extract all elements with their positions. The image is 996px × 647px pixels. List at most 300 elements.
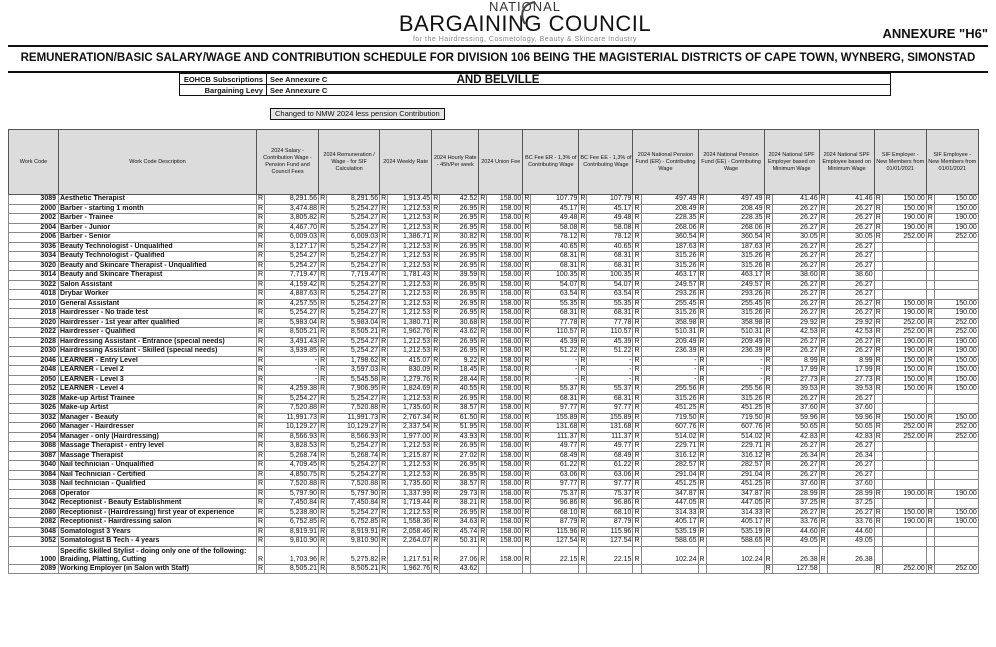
currency-symbol (874, 499, 882, 509)
amount-cell: 588.65 (706, 537, 764, 547)
amount-cell: 40.65 (531, 242, 579, 252)
work-code-cell: 2046 (9, 356, 59, 366)
currency-symbol: R (820, 413, 826, 421)
currency-symbol: R (765, 527, 771, 535)
amount-cell: 26.27 (827, 347, 874, 357)
currency-symbol: R (580, 489, 586, 497)
currency-symbol: R (765, 356, 771, 364)
currency-symbol: R (320, 499, 326, 506)
currency-symbol: R (381, 508, 387, 516)
work-code-cell: 2089 (9, 564, 59, 574)
currency-symbol: R (765, 470, 771, 478)
currency-symbol: R (433, 318, 439, 326)
currency-symbol: R (479, 546, 487, 564)
amount-cell (882, 290, 926, 300)
currency-symbol: R (381, 413, 387, 421)
amount-cell: 27.02 (440, 451, 479, 461)
currency-symbol: R (320, 271, 326, 278)
amount-cell: 158.00 (487, 328, 523, 338)
amount-cell: 5,254.27 (265, 261, 319, 271)
amount-cell: 497.49 (706, 195, 764, 205)
amount-cell: 252.00 (934, 318, 978, 328)
currency-symbol: R (927, 375, 933, 383)
amount-cell: 255.56 (706, 385, 764, 395)
currency-symbol: R (765, 508, 771, 516)
currency-symbol: R (820, 404, 826, 411)
work-code-cell: 3088 (9, 442, 59, 452)
amount-cell: 158.00 (487, 413, 523, 423)
currency-symbol: R (480, 442, 486, 449)
amount-cell: 358.98 (641, 318, 698, 328)
amount-cell: - (641, 356, 698, 366)
amount-cell: 30.05 (772, 233, 819, 243)
amount-cell: 111.37 (531, 432, 579, 442)
currency-symbol: R (699, 328, 705, 335)
currency-symbol: R (633, 546, 641, 564)
amount-cell: 1,212.53 (388, 204, 432, 214)
currency-symbol: R (765, 499, 771, 506)
currency-symbol: R (765, 195, 771, 202)
amount-cell: 1,212.53 (388, 394, 432, 404)
currency-symbol: R (524, 451, 530, 459)
currency-symbol: R (634, 413, 640, 421)
logo-sub-text: for the Hairdressing, Cosmetology, Beauty & Skincare Industry (412, 36, 638, 43)
amount-cell: 158.00 (487, 442, 523, 452)
work-code-cell: 3089 (9, 195, 59, 205)
currency-symbol: R (258, 366, 264, 373)
amount-cell: 158.00 (487, 423, 523, 433)
currency-symbol: R (258, 461, 264, 468)
description-cell: Somatologist 3 Years (59, 527, 257, 537)
table-row (9, 394, 979, 404)
amount-cell: 55.35 (587, 299, 633, 309)
amount-cell: 30.68 (440, 318, 479, 328)
amount-cell: 4,259.38 (265, 385, 319, 395)
work-code-cell: 2050 (9, 375, 59, 385)
amount-cell: 360.54 (641, 233, 698, 243)
currency-symbol: R (381, 404, 387, 411)
amount-cell: 158.00 (487, 233, 523, 243)
currency-symbol (926, 280, 934, 290)
currency-symbol: R (258, 537, 264, 544)
currency-symbol: R (524, 280, 530, 288)
amount-cell (882, 451, 926, 461)
amount-cell: 291.04 (641, 470, 698, 480)
amount-cell: 22.15 (531, 546, 579, 564)
amount-cell: 158.00 (487, 337, 523, 347)
amount-cell: 5,254.27 (327, 223, 380, 233)
amount-cell: 150.00 (882, 508, 926, 518)
currency-symbol: R (765, 242, 771, 250)
amount-cell: 405.17 (641, 518, 698, 528)
currency-symbol: R (580, 328, 586, 335)
amount-cell: 5,254.27 (327, 309, 380, 319)
currency-symbol (926, 290, 934, 300)
currency-symbol (926, 470, 934, 480)
currency-symbol: R (580, 537, 586, 544)
description-cell: LEARNER - Level 3 (59, 375, 257, 385)
work-code-cell: 2054 (9, 432, 59, 442)
currency-symbol: R (433, 337, 439, 345)
amount-cell: 314.33 (641, 508, 698, 518)
currency-symbol: R (381, 214, 387, 221)
amount-cell: 97.77 (531, 480, 579, 490)
amount-cell (934, 252, 978, 262)
currency-symbol: R (634, 271, 640, 278)
currency-symbol: R (927, 223, 933, 231)
currency-symbol: R (381, 309, 387, 316)
currency-symbol: R (258, 242, 264, 250)
currency-symbol: R (480, 223, 486, 231)
amount-cell (882, 404, 926, 414)
currency-symbol: R (634, 252, 640, 259)
description-cell: Manager - only (Hairdressing) (59, 432, 257, 442)
amount-cell (882, 537, 926, 547)
amount-cell: 1,212.53 (388, 337, 432, 347)
amount-cell: 68.31 (531, 252, 579, 262)
currency-symbol: R (258, 413, 264, 421)
amount-cell: 2,767.34 (388, 413, 432, 423)
work-code-cell: 2028 (9, 337, 59, 347)
currency-symbol: R (381, 356, 387, 364)
currency-symbol: R (480, 451, 486, 459)
amount-cell: 8,919.91 (327, 527, 380, 537)
amount-cell: 97.77 (587, 480, 633, 490)
currency-symbol: R (433, 527, 439, 535)
info-value: See Annexure C (267, 74, 891, 85)
currency-symbol: R (820, 499, 826, 506)
currency-symbol: R (634, 527, 640, 535)
amount-cell: 3,597.03 (327, 366, 380, 376)
amount-cell: 111.37 (587, 432, 633, 442)
currency-symbol: R (927, 489, 933, 497)
amount-cell: 4,159.42 (265, 280, 319, 290)
work-code-cell: 2002 (9, 214, 59, 224)
amount-cell: 26.27 (772, 204, 819, 214)
amount-cell (706, 564, 764, 574)
amount-cell: 26.27 (772, 223, 819, 233)
amount-cell (934, 280, 978, 290)
amount-cell: 150.00 (882, 195, 926, 205)
amount-cell: 54.07 (531, 280, 579, 290)
currency-symbol: R (820, 423, 826, 430)
column-header: 2024 Hourly Rate - 45h/Per week (432, 130, 479, 195)
currency-symbol (874, 404, 882, 414)
currency-symbol: R (433, 423, 439, 430)
amount-cell: 7,450.84 (327, 499, 380, 509)
amount-cell: - (531, 375, 579, 385)
amount-cell (882, 280, 926, 290)
description-cell: Nail Technician - Certified (59, 470, 257, 480)
amount-cell: 6,752.85 (265, 518, 319, 528)
amount-cell: 33.76 (772, 518, 819, 528)
amount-cell: 293.26 (706, 290, 764, 300)
work-code-cell: 2004 (9, 223, 59, 233)
description-cell: Drybar Worker (59, 290, 257, 300)
amount-cell (934, 394, 978, 404)
amount-cell: 415.07 (388, 356, 432, 366)
currency-symbol: R (320, 366, 326, 373)
currency-symbol: R (381, 290, 387, 297)
currency-symbol: R (258, 223, 264, 231)
currency-symbol: R (820, 242, 826, 250)
amount-cell: - (587, 366, 633, 376)
amount-cell: 451.25 (641, 480, 698, 490)
amount-cell: 40.65 (587, 242, 633, 252)
currency-symbol: R (580, 375, 586, 383)
amount-cell: 26.38 (772, 546, 819, 564)
table-row (9, 366, 979, 376)
description-cell: General Assistant (59, 299, 257, 309)
description-cell: Hairdresser - 1st year after qualified (59, 318, 257, 328)
currency-symbol: R (580, 290, 586, 297)
currency-symbol: R (765, 309, 771, 316)
amount-cell: 5,254.27 (327, 508, 380, 518)
amount-cell: 158.00 (487, 527, 523, 537)
amount-cell: 26.95 (440, 337, 479, 347)
amount-cell: 26.27 (772, 394, 819, 404)
currency-symbol (926, 546, 934, 564)
currency-symbol: R (699, 480, 705, 487)
currency-symbol: R (634, 461, 640, 468)
amount-cell: 26.27 (827, 337, 874, 347)
amount-cell: 26.27 (827, 261, 874, 271)
currency-symbol: R (927, 423, 933, 430)
amount-cell: 9,810.90 (265, 537, 319, 547)
amount-cell (934, 461, 978, 471)
currency-symbol: R (258, 375, 264, 383)
currency-symbol: R (699, 451, 705, 459)
amount-cell: 59.96 (827, 413, 874, 423)
currency-symbol: R (480, 356, 486, 364)
amount-cell: 97.77 (587, 404, 633, 414)
currency-symbol: R (699, 290, 705, 297)
amount-cell: 26.27 (827, 442, 874, 452)
table-row (9, 271, 979, 281)
amount-cell: 190.00 (882, 518, 926, 528)
currency-symbol: R (320, 318, 326, 326)
table-row (9, 413, 979, 423)
amount-cell: 26.27 (772, 442, 819, 452)
amount-cell: 150.00 (934, 204, 978, 214)
currency-symbol (819, 564, 827, 574)
amount-cell: 209.49 (641, 337, 698, 347)
amount-cell: - (587, 356, 633, 366)
currency-symbol (698, 564, 706, 574)
amount-cell: 127.54 (587, 537, 633, 547)
currency-symbol: R (433, 480, 439, 487)
work-code-cell: 1000 (9, 546, 59, 564)
amount-cell: 315.26 (641, 252, 698, 262)
amount-cell: 28.99 (827, 489, 874, 499)
currency-symbol: R (699, 309, 705, 316)
amount-cell: 150.00 (934, 385, 978, 395)
currency-symbol: R (820, 252, 826, 259)
amount-cell: 11,991.73 (265, 413, 319, 423)
amount-cell: 37.60 (772, 480, 819, 490)
amount-cell: 607.76 (706, 423, 764, 433)
amount-cell: 190.00 (882, 309, 926, 319)
table-row (9, 564, 979, 574)
amount-cell: 45.74 (440, 527, 479, 537)
amount-cell: 158.00 (487, 499, 523, 509)
amount-cell: 316.12 (641, 451, 698, 461)
currency-symbol: R (480, 461, 486, 468)
info-label: EOHCB Subscriptions (180, 74, 267, 85)
currency-symbol: R (875, 518, 881, 525)
amount-cell: 33.76 (827, 518, 874, 528)
amount-cell: 1,962.76 (388, 328, 432, 338)
currency-symbol: R (381, 480, 387, 487)
amount-cell: 87.79 (531, 518, 579, 528)
currency-symbol: R (524, 518, 530, 525)
currency-symbol: R (820, 299, 826, 307)
currency-symbol: R (381, 527, 387, 535)
amount-cell: 8,919.91 (265, 527, 319, 537)
amount-cell: 6,009.03 (265, 233, 319, 243)
currency-symbol: R (381, 470, 387, 478)
currency-symbol: R (765, 461, 771, 468)
amount-cell: 158.00 (487, 537, 523, 547)
amount-cell: 68.31 (587, 261, 633, 271)
amount-cell: 2,264.07 (388, 537, 432, 547)
amount-cell: 3,805.82 (265, 214, 319, 224)
currency-symbol: R (765, 223, 771, 231)
currency-symbol: R (875, 299, 881, 307)
currency-symbol: R (433, 271, 439, 278)
work-code-cell: 2018 (9, 309, 59, 319)
amount-cell: 150.00 (882, 366, 926, 376)
currency-symbol: R (765, 564, 771, 572)
currency-symbol: R (927, 347, 933, 354)
currency-symbol: R (699, 252, 705, 259)
currency-symbol: R (580, 299, 586, 307)
amount-cell: 43.62 (440, 328, 479, 338)
currency-symbol: R (480, 318, 486, 326)
currency-symbol: R (258, 423, 264, 430)
amount-cell: 187.63 (641, 242, 698, 252)
currency-symbol: R (480, 204, 486, 212)
column-header: 2024 National SPF Employer based on Minimum Wage (764, 130, 819, 195)
currency-symbol: R (320, 214, 326, 221)
currency-symbol (874, 461, 882, 471)
work-code-cell: 2000 (9, 204, 59, 214)
currency-symbol: R (699, 461, 705, 468)
currency-symbol: R (433, 252, 439, 259)
currency-symbol: R (480, 423, 486, 430)
currency-symbol: R (381, 328, 387, 335)
currency-symbol: R (634, 299, 640, 307)
amount-cell: 51.22 (587, 347, 633, 357)
amount-cell: 78.12 (531, 233, 579, 243)
amount-cell: 26.27 (827, 242, 874, 252)
currency-symbol (874, 252, 882, 262)
amount-cell: 190.00 (934, 518, 978, 528)
description-cell: Barber - Junior (59, 223, 257, 233)
amount-cell: 5,254.27 (265, 309, 319, 319)
currency-symbol: R (580, 233, 586, 240)
currency-symbol: R (524, 290, 530, 297)
currency-symbol (926, 499, 934, 509)
currency-symbol: R (634, 242, 640, 250)
currency-symbol: R (258, 290, 264, 297)
currency-symbol: R (524, 195, 530, 202)
amount-cell: 26.95 (440, 470, 479, 480)
description-cell: Specific Skilled Stylist - doing only one of the following: Braiding, Platting, Cutting (59, 546, 257, 564)
amount-cell: 1,212.53 (388, 214, 432, 224)
amount-cell: 1,962.76 (388, 564, 432, 574)
amount-cell: 45.17 (531, 204, 579, 214)
currency-symbol: R (433, 204, 439, 212)
currency-symbol: R (480, 518, 486, 525)
amount-cell: 8,505.21 (327, 564, 380, 574)
amount-cell: 5,268.74 (327, 451, 380, 461)
amount-cell: 150.00 (882, 375, 926, 385)
currency-symbol: R (524, 432, 530, 440)
currency-symbol: R (320, 328, 326, 335)
description-cell: Manager - Beauty (59, 413, 257, 423)
amount-cell: 37.60 (772, 404, 819, 414)
description-cell: Hairdresser - Qualified (59, 328, 257, 338)
amount-cell: 315.26 (641, 309, 698, 319)
amount-cell: 1,824.69 (388, 385, 432, 395)
amount-cell: 236.39 (706, 347, 764, 357)
currency-symbol: R (258, 394, 264, 402)
currency-symbol: R (820, 356, 826, 364)
currency-symbol: R (634, 280, 640, 288)
currency-symbol: R (524, 309, 530, 316)
currency-symbol: R (819, 546, 827, 564)
currency-symbol: R (875, 337, 881, 345)
amount-cell: 1,215.87 (388, 451, 432, 461)
amount-cell: - (587, 375, 633, 385)
currency-symbol: R (381, 252, 387, 259)
amount-cell: 2,058.46 (388, 527, 432, 537)
currency-symbol: R (258, 271, 264, 278)
amount-cell: 26.95 (440, 394, 479, 404)
amount-cell: 514.02 (641, 432, 698, 442)
amount-cell: 1,735.60 (388, 480, 432, 490)
currency-symbol (926, 252, 934, 262)
amount-cell: 314.33 (706, 508, 764, 518)
currency-symbol: R (634, 375, 640, 383)
currency-symbol: R (433, 508, 439, 516)
amount-cell: 68.31 (587, 252, 633, 262)
amount-cell: 45.39 (531, 337, 579, 347)
currency-symbol: R (381, 195, 387, 202)
amount-cell: 49.05 (827, 537, 874, 547)
amount-cell: 115.96 (531, 527, 579, 537)
amount-cell: - (641, 375, 698, 385)
currency-symbol: R (480, 271, 486, 278)
amount-cell: 49.48 (531, 214, 579, 224)
currency-symbol: R (699, 280, 705, 288)
currency-symbol: R (381, 261, 387, 269)
currency-symbol (874, 451, 882, 461)
amount-cell: 1,279.76 (388, 375, 432, 385)
currency-symbol: R (258, 280, 264, 288)
amount-cell: 40.55 (440, 385, 479, 395)
currency-symbol: R (320, 518, 326, 525)
work-code-cell: 3040 (9, 461, 59, 471)
amount-cell: 26.27 (772, 290, 819, 300)
currency-symbol: R (634, 470, 640, 478)
work-code-cell: 2048 (9, 366, 59, 376)
amount-cell: 315.26 (706, 309, 764, 319)
amount-cell: 209.49 (706, 337, 764, 347)
currency-symbol (926, 271, 934, 281)
currency-symbol: R (381, 518, 387, 525)
